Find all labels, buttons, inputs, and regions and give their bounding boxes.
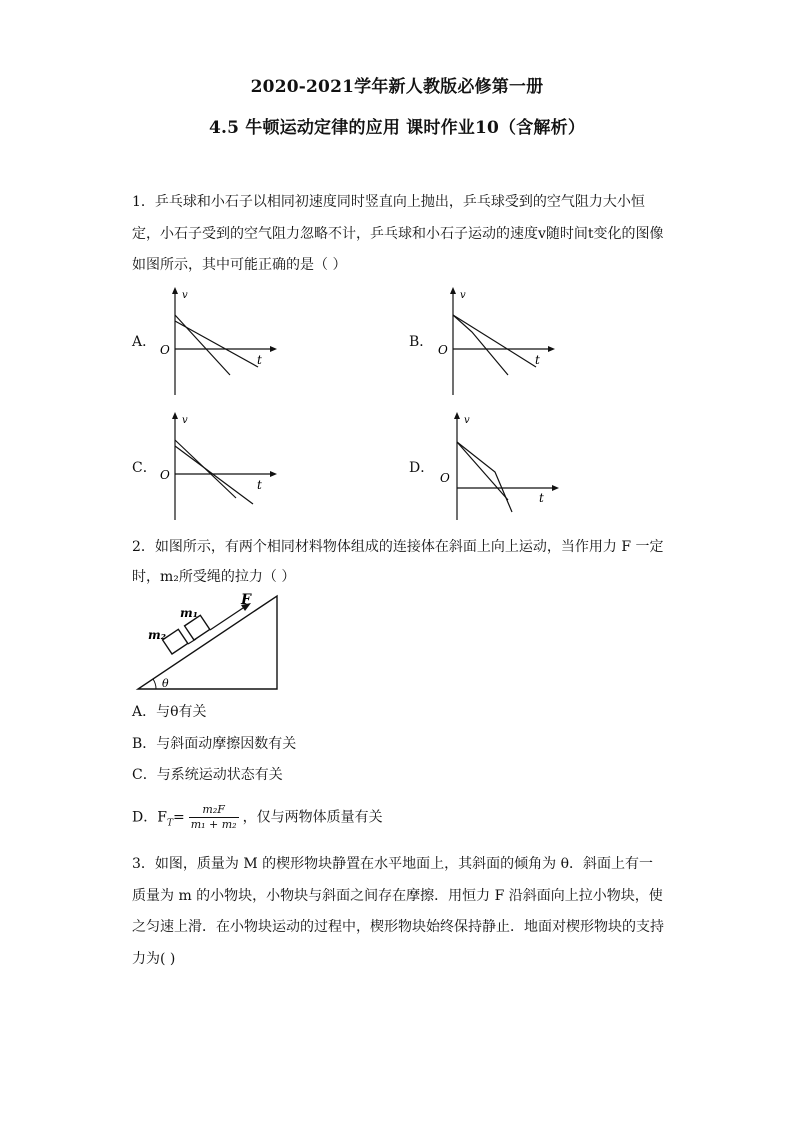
- fraction-denominator: m₁ + m₂: [190, 818, 237, 831]
- v-axis-label: v: [460, 290, 466, 301]
- t-axis-label: t: [257, 478, 262, 492]
- ball-line: [457, 442, 512, 512]
- angle-label: θ: [162, 677, 169, 690]
- q2-option-c: C．与系统运动状态有关: [132, 767, 283, 783]
- q1-option-b-graph: [428, 285, 558, 397]
- q2-option-d-eq: =: [172, 809, 185, 826]
- q1-option-c-label: C．: [132, 460, 157, 476]
- origin-label: O: [440, 471, 450, 485]
- document-title-line1: 2020-2021学年新人教版必修第一册: [250, 77, 544, 97]
- stone-line: [457, 442, 508, 500]
- v-axis-label: v: [182, 415, 188, 426]
- m2-label: m₂: [148, 628, 166, 642]
- ball-line: [175, 446, 253, 504]
- fraction-numerator: m₂F: [202, 803, 225, 816]
- force-label: F: [241, 592, 251, 608]
- q1-option-b-label: B．: [409, 334, 434, 350]
- incline-triangle: [138, 596, 277, 689]
- q2-option-d: [132, 803, 383, 832]
- document-title-line2: 4.5 牛顿运动定律的应用 课时作业10（含解析）: [208, 118, 586, 138]
- q1-option-c-graph: [150, 410, 280, 522]
- t-axis-label: t: [535, 353, 540, 367]
- origin-label: O: [160, 343, 170, 357]
- q2-option-a: A．与θ有关: [132, 704, 207, 720]
- block-m2: [163, 629, 188, 654]
- q2-option-d-suffix: ，仅与两物体质量有关: [242, 809, 383, 826]
- t-axis-label: t: [257, 353, 262, 367]
- v-axis-label: v: [464, 415, 470, 426]
- q1-option-a-graph: [150, 285, 280, 397]
- question-1-text: 1．乒乓球和小石子以相同初速度同时竖直向上抛出，乒乓球受到的空气阻力大小恒定，小石子受到的空气阻力忽略不计，乒乓球和小石子运动的速度v随时间t变化的图像如图所示，其中可能正确的是（ ）: [132, 194, 664, 273]
- q2-incline-figure: [134, 592, 284, 692]
- stone-line: [175, 315, 230, 375]
- q2-option-d-fraction: [189, 803, 239, 832]
- question-2-text-line1: 2．如图所示，有两个相同材料物体组成的连接体在斜面上向上运动，当作用力 F 一定: [132, 539, 664, 555]
- q2-option-b: B．与斜面动摩擦因数有关: [132, 736, 297, 752]
- m1-label: m₁: [180, 606, 198, 620]
- q2-option-d-sub: T: [166, 818, 173, 829]
- q1-option-d-label: D．: [409, 460, 435, 476]
- v-axis-label: v: [182, 290, 188, 301]
- ball-line: [453, 315, 508, 375]
- q2-option-d-prefix: D．F: [132, 809, 167, 826]
- t-axis-label: t: [539, 491, 544, 505]
- q1-option-a-label: A．: [132, 334, 157, 350]
- origin-label: O: [438, 343, 448, 357]
- question-3-text: 3．如图，质量为 M 的楔形物块静置在水平地面上，其斜面的倾角为 θ．斜面上有一质量为 m 的小物块，小物块与斜面之间存在摩擦．用恒力 F 沿斜面向上拉小物块，使之匀速上滑．在小物块运动的过程中，楔形物块始终保持静止．地面对楔形物块的支持力为( ): [132, 856, 664, 967]
- origin-label: O: [160, 468, 170, 482]
- question-2-text-line2: 时，m₂所受绳的拉力（ ）: [132, 569, 296, 585]
- q1-option-d-graph: [432, 410, 562, 522]
- force-arrow: [210, 606, 246, 630]
